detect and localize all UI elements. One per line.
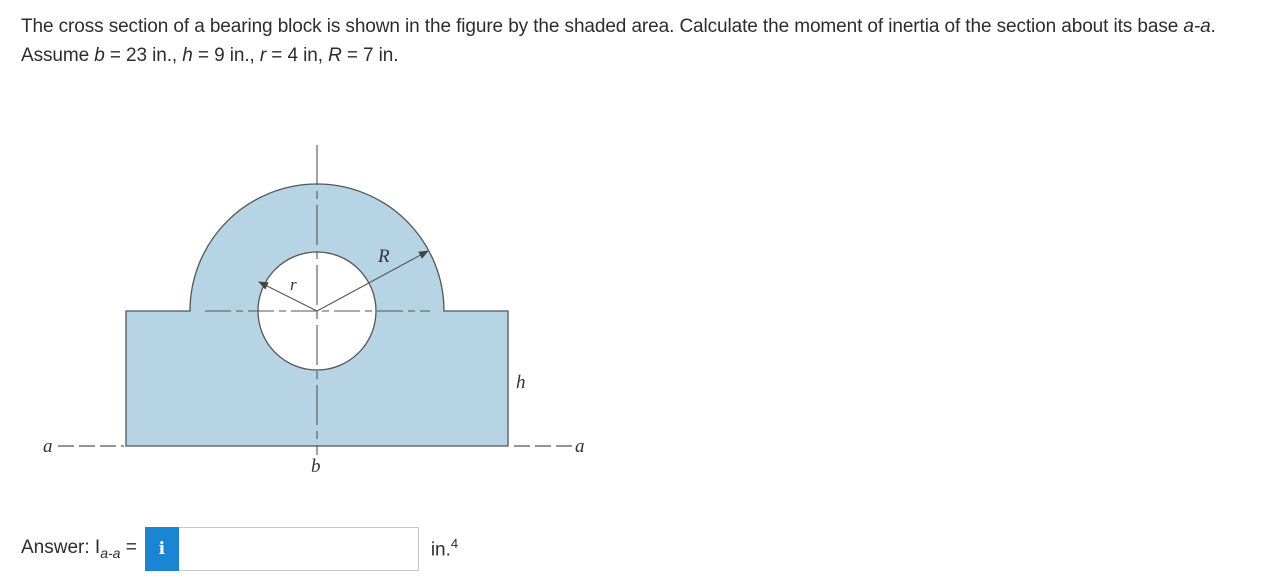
- label-R: R: [378, 246, 390, 267]
- axis-label: a-a: [1183, 16, 1211, 37]
- answer-input[interactable]: [179, 527, 419, 571]
- label-b: b: [311, 456, 321, 477]
- label-a-right: a: [575, 436, 585, 457]
- label-a-left: a: [43, 436, 53, 457]
- answer-label: Answer: $I_{a-a}$ =: [21, 537, 137, 561]
- radius-r-arrow: [259, 282, 317, 311]
- label-r: r: [290, 275, 297, 294]
- question-line-1: The cross section of a bearing block is shown in the figure by the shaded area. Calculate the moment of inertia of the section about its base a-a.: [21, 16, 1216, 37]
- answer-row: [21, 527, 458, 571]
- question-assumptions: Assume b = 23 in., h = 9 in., r = 4 in, R = 7 in.: [21, 45, 399, 66]
- label-h: h: [516, 372, 526, 393]
- answer-unit: in.$^4$: [430, 536, 459, 561]
- info-icon[interactable]: i: [145, 527, 179, 571]
